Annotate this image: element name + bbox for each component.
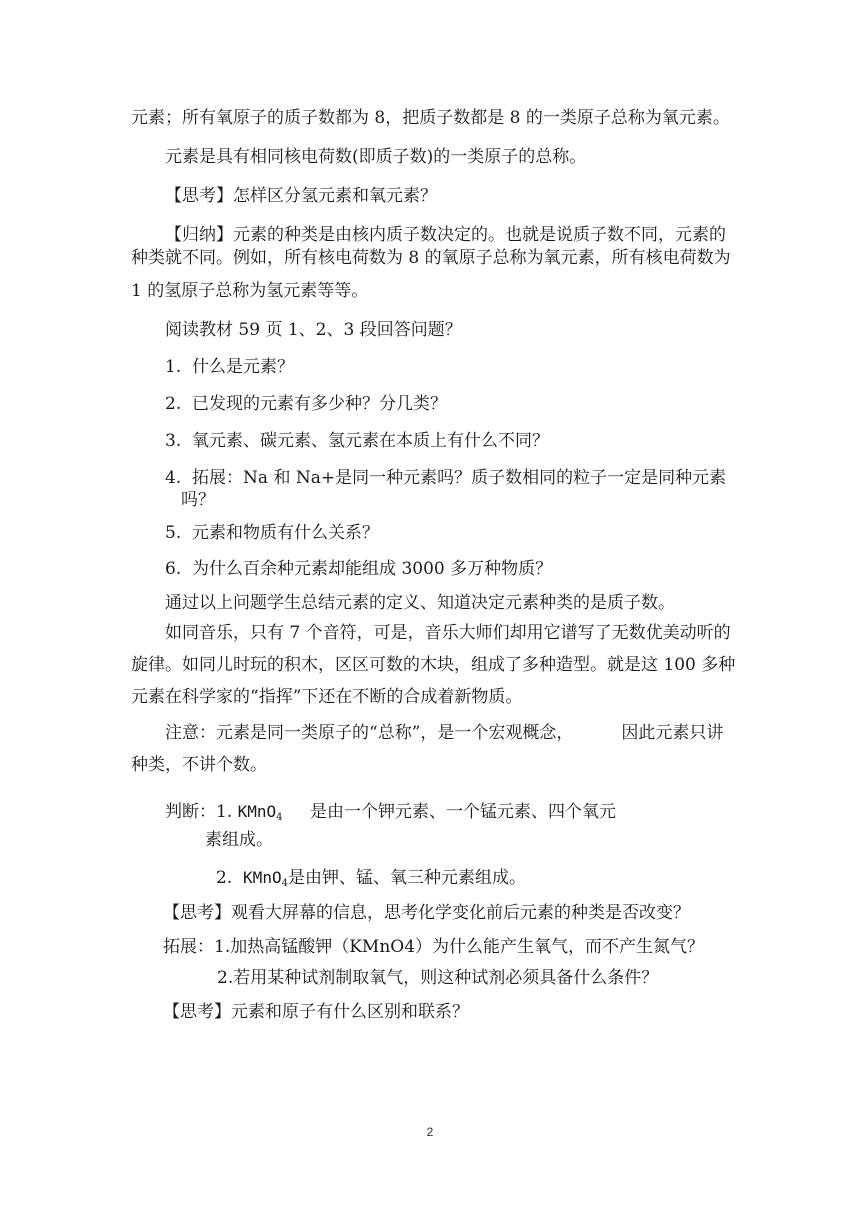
think-heading: 【思考】元素和原子有什么区别和联系？ xyxy=(163,1002,469,1022)
judge-item-continuation: 素组成。 xyxy=(205,830,273,850)
question-item: 1. 什么是元素？ xyxy=(165,357,295,377)
body-line: 元素；所有氧原子的质子数都为 8，把质子数都是 8 的一类原子总称为氧元素。 xyxy=(131,108,730,128)
summary-line: 【归纳】元素的种类是由核内质子数决定的。也就是说质子数不同，元素的 xyxy=(165,225,726,245)
definition-line: 元素是具有相同核电荷数(即质子数)的一类原子的总称。 xyxy=(165,147,587,167)
question-item: 5. 元素和物质有什么关系？ xyxy=(165,523,380,543)
summary-line: 1 的氢原子总称为氢元素等等。 xyxy=(131,281,369,301)
summary-line: 种类就不同。例如，所有核电荷数为 8 的氧原子总称为氧元素，所有核电荷数为 xyxy=(131,248,731,268)
reading-instruction: 阅读教材 59 页 1、2、3 段回答问题？ xyxy=(165,320,462,340)
analogy-line: 如同音乐，只有 7 个音符，可是，音乐大师们却用它谱写了无数优美动听的 xyxy=(165,623,731,643)
summary-statement: 通过以上问题学生总结元素的定义、知道决定元素种类的是质子数。 xyxy=(165,593,675,613)
think-heading: 【思考】观看大屏幕的信息，思考化学变化前后元素的种类是否改变？ xyxy=(163,903,690,923)
extension-line: 拓展：1.加热高锰酸钾（KMnO4）为什么能产生氧气，而不产生氮气？ xyxy=(163,937,705,957)
judge-item: 2. KMnO$_4$是由钾、锰、氧三种元素组成。 xyxy=(216,868,526,889)
question-item: 6. 为什么百余种元素却能组成 3000 多万种物质？ xyxy=(165,559,553,579)
note-line: 种类，不讲个数。 xyxy=(131,755,267,775)
analogy-line: 旋律。如同儿时玩的积木，区区可数的木块，组成了多种造型。就是这 100 多种 xyxy=(131,655,736,675)
extension-line: 2.若用某种试剂制取氧气，则这种试剂必须具备什么条件？ xyxy=(217,968,659,988)
question-item: 2. 已发现的元素有多少种？分几类？ xyxy=(165,394,448,414)
judge-item: 判断：1. KMnO$_4$ 是由一个钾元素、一个锰元素、四个氧元 xyxy=(165,802,616,823)
think-heading: 【思考】怎样区分氢元素和氧元素？ xyxy=(165,186,437,206)
question-item: 3. 氧元素、碳元素、氢元素在本质上有什么不同？ xyxy=(165,431,550,451)
page-number: 2 xyxy=(426,1125,434,1139)
note-line: 注意：元素是同一类原子的“总称”，是一个宏观概念， 因此元素只讲 xyxy=(165,723,724,743)
question-item-continuation: 吗？ xyxy=(181,490,215,510)
analogy-line: 元素在科学家的“指挥”下还在不断的合成着新物质。 xyxy=(131,687,523,707)
question-item: 4. 拓展：Na 和 Na+是同一种元素吗？质子数相同的粒子一定是同种元素 xyxy=(165,468,727,488)
